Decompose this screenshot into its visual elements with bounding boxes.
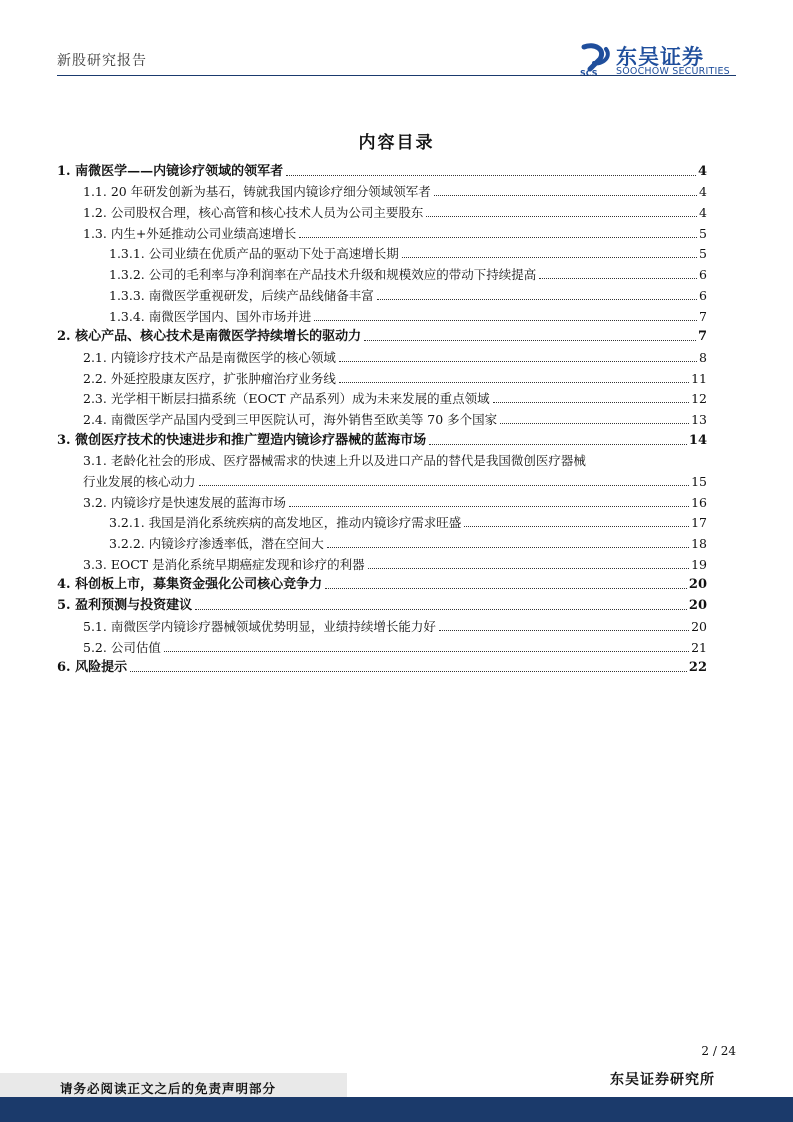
toc-entry-text: 1.3. 内生+外延推动公司业绩高速增长	[83, 225, 297, 241]
toc-entry[interactable]	[57, 448, 707, 469]
toc-dot-leader	[493, 402, 690, 403]
report-type-label: 新股研究报告	[57, 53, 147, 69]
toc-entry[interactable]	[57, 530, 707, 551]
toc-entry[interactable]	[57, 324, 707, 345]
toc-entry-text: 1.3.4. 南微医学国内、国外市场并进	[109, 308, 312, 324]
toc-entry[interactable]	[57, 634, 707, 655]
company-logo	[578, 43, 743, 79]
toc-entry[interactable]	[57, 261, 707, 282]
toc-entry-text: 2.3. 光学相干断层扫描系统（EOCT 产品系列）成为未来发展的重点领域	[83, 391, 490, 407]
toc-dot-leader	[164, 651, 689, 652]
toc-page-number: 18	[691, 536, 707, 552]
toc-entry[interactable]	[57, 365, 707, 386]
toc-entry[interactable]	[57, 303, 707, 324]
toc-entry-text: 5.1. 南微医学内镜诊疗器械领域优势明显，业绩持续增长能力好	[83, 618, 436, 634]
toc-entry[interactable]	[57, 489, 707, 510]
toc-entry[interactable]	[57, 510, 707, 531]
toc-entry[interactable]	[57, 572, 707, 593]
toc-dot-leader	[402, 257, 697, 258]
logo-mark-text: SCS	[580, 69, 598, 77]
toc-entry[interactable]	[57, 655, 707, 676]
toc-page-number: 17	[691, 515, 707, 531]
toc-dot-leader	[500, 423, 689, 424]
toc-entry[interactable]	[57, 344, 707, 365]
toc-page-number: 21	[691, 639, 707, 655]
toc-entry-text: 3.1. 老龄化社会的形成、医疗器械需求的快速上升以及进口产品的替代是我国微创医疗器械	[83, 453, 586, 469]
toc-page-number: 6	[699, 267, 707, 283]
toc-entry-text-continued: 行业发展的核心动力	[83, 474, 196, 489]
footer-bar	[0, 1097, 793, 1122]
header-divider	[57, 75, 736, 76]
toc-dot-leader	[426, 216, 697, 217]
page-number: 2 / 24	[701, 1044, 736, 1058]
toc-entry-text: 1.3.2. 公司的毛利率与净利润率在产品技术升级和规模效应的带动下持续提高	[109, 267, 537, 283]
toc-page-number: 15	[691, 474, 707, 489]
toc-entry-text: 1.1. 20 年研发创新为基石，铸就我国内镜诊疗细分领域领军者	[83, 184, 431, 200]
toc-page-number: 14	[688, 432, 707, 448]
toc-dot-leader	[199, 485, 690, 486]
toc-page-number: 4	[699, 205, 707, 221]
toc-page-number: 13	[691, 411, 707, 427]
toc-page-number: 5	[699, 246, 707, 262]
toc-entry-text: 5.2. 公司估值	[83, 639, 161, 655]
toc-entry-text: 6. 风险提示	[57, 660, 128, 676]
toc-entry-text: 5. 盈利预测与投资建议	[57, 598, 193, 614]
toc-page-number: 8	[699, 349, 707, 365]
toc-page-number: 7	[699, 308, 707, 324]
logo-mark-icon	[578, 43, 612, 77]
toc-entry[interactable]	[57, 427, 707, 448]
toc-entry[interactable]	[57, 241, 707, 262]
toc-title: 内容目录	[358, 133, 435, 153]
toc-page-number: 22	[688, 660, 707, 676]
toc-dot-leader	[364, 340, 696, 341]
toc-page-number: 4	[697, 163, 707, 179]
toc-dot-leader	[434, 195, 697, 196]
toc-dot-leader	[327, 547, 689, 548]
toc-page-number: 19	[691, 556, 707, 572]
toc-dot-leader	[130, 671, 687, 672]
footer-disclaimer: 请务必阅读正文之后的免责声明部分	[60, 1081, 277, 1096]
footer-institute: 东吴证券研究所	[610, 1072, 715, 1088]
toc-page-number: 7	[697, 329, 707, 345]
toc-dot-leader	[464, 526, 689, 527]
toc-entry[interactable]	[57, 158, 707, 179]
toc-dot-leader	[314, 320, 697, 321]
toc-page-number: 4	[699, 184, 707, 200]
toc-entry-text: 3.2.1. 我国是消化系统疾病的高发地区，推动内镜诊疗需求旺盛	[109, 515, 462, 531]
toc-page-number: 20	[691, 618, 707, 634]
toc-dot-leader	[325, 588, 687, 589]
toc-page-number: 12	[691, 391, 707, 407]
toc-dot-leader	[368, 568, 690, 569]
toc-dot-leader	[439, 630, 689, 631]
toc-dot-leader	[289, 506, 689, 507]
toc-entry-text: 1. 南微医学——内镜诊疗领域的领军者	[57, 163, 284, 179]
table-of-contents	[57, 158, 707, 675]
toc-entry[interactable]	[57, 592, 707, 613]
toc-page-number: 16	[691, 494, 707, 510]
toc-entry-text: 2.4. 南微医学产品国内受到三甲医院认可，海外销售至欧美等 70 多个国家	[83, 411, 498, 427]
toc-entry-text: 3.3. EOCT 是消化系统早期癌症发现和诊疗的利器	[83, 556, 365, 572]
toc-entry-text: 3.2. 内镜诊疗是快速发展的蓝海市场	[83, 494, 286, 510]
toc-entry-text: 3. 微创医疗技术的快速进步和推广塑造内镜诊疗器械的蓝海市场	[57, 432, 427, 448]
logo-chinese-name: 东吴证券	[616, 45, 704, 69]
logo-english-name: SOOCHOW SECURITIES	[616, 66, 730, 77]
toc-dot-leader	[299, 237, 697, 238]
toc-dot-leader	[339, 361, 697, 362]
toc-page-number: 5	[699, 225, 707, 241]
toc-entry[interactable]	[57, 220, 707, 241]
toc-entry-text: 1.2. 公司股权合理，核心高管和核心技术人员为公司主要股东	[83, 205, 424, 221]
toc-dot-leader	[429, 444, 687, 445]
toc-entry-text: 4. 科创板上市，募集资金强化公司核心竞争力	[57, 577, 323, 593]
toc-dot-leader	[195, 609, 687, 610]
toc-entry[interactable]	[57, 406, 707, 427]
toc-entry-text: 1.3.3. 南微医学重视研发，后续产品线储备丰富	[109, 287, 374, 303]
toc-entry-text: 2.2. 外延控股康友医疗，扩张肿瘤治疗业务线	[83, 370, 336, 386]
toc-entry[interactable]	[57, 179, 707, 200]
toc-entry-text: 2.1. 内镜诊疗技术产品是南微医学的核心领域	[83, 349, 336, 365]
toc-entry[interactable]	[57, 199, 707, 220]
toc-entry-continuation[interactable]	[57, 468, 707, 489]
toc-page-number: 6	[699, 287, 707, 303]
toc-dot-leader	[339, 382, 689, 383]
toc-entry-text: 2. 核心产品、核心技术是南微医学持续增长的驱动力	[57, 329, 362, 345]
toc-entry[interactable]	[57, 551, 707, 572]
toc-entry[interactable]	[57, 282, 707, 303]
toc-page-number: 11	[691, 370, 707, 386]
toc-page-number: 20	[688, 577, 707, 593]
toc-entry[interactable]	[57, 386, 707, 407]
toc-dot-leader	[286, 175, 696, 176]
toc-dot-leader	[539, 278, 697, 279]
toc-entry-text: 1.3.1. 公司业绩在优质产品的驱动下处于高速增长期	[109, 246, 399, 262]
toc-entry-text: 3.2.2. 内镜诊疗渗透率低，潜在空间大	[109, 536, 324, 552]
toc-page-number: 20	[688, 598, 707, 614]
toc-entry[interactable]	[57, 613, 707, 634]
toc-dot-leader	[377, 299, 697, 300]
